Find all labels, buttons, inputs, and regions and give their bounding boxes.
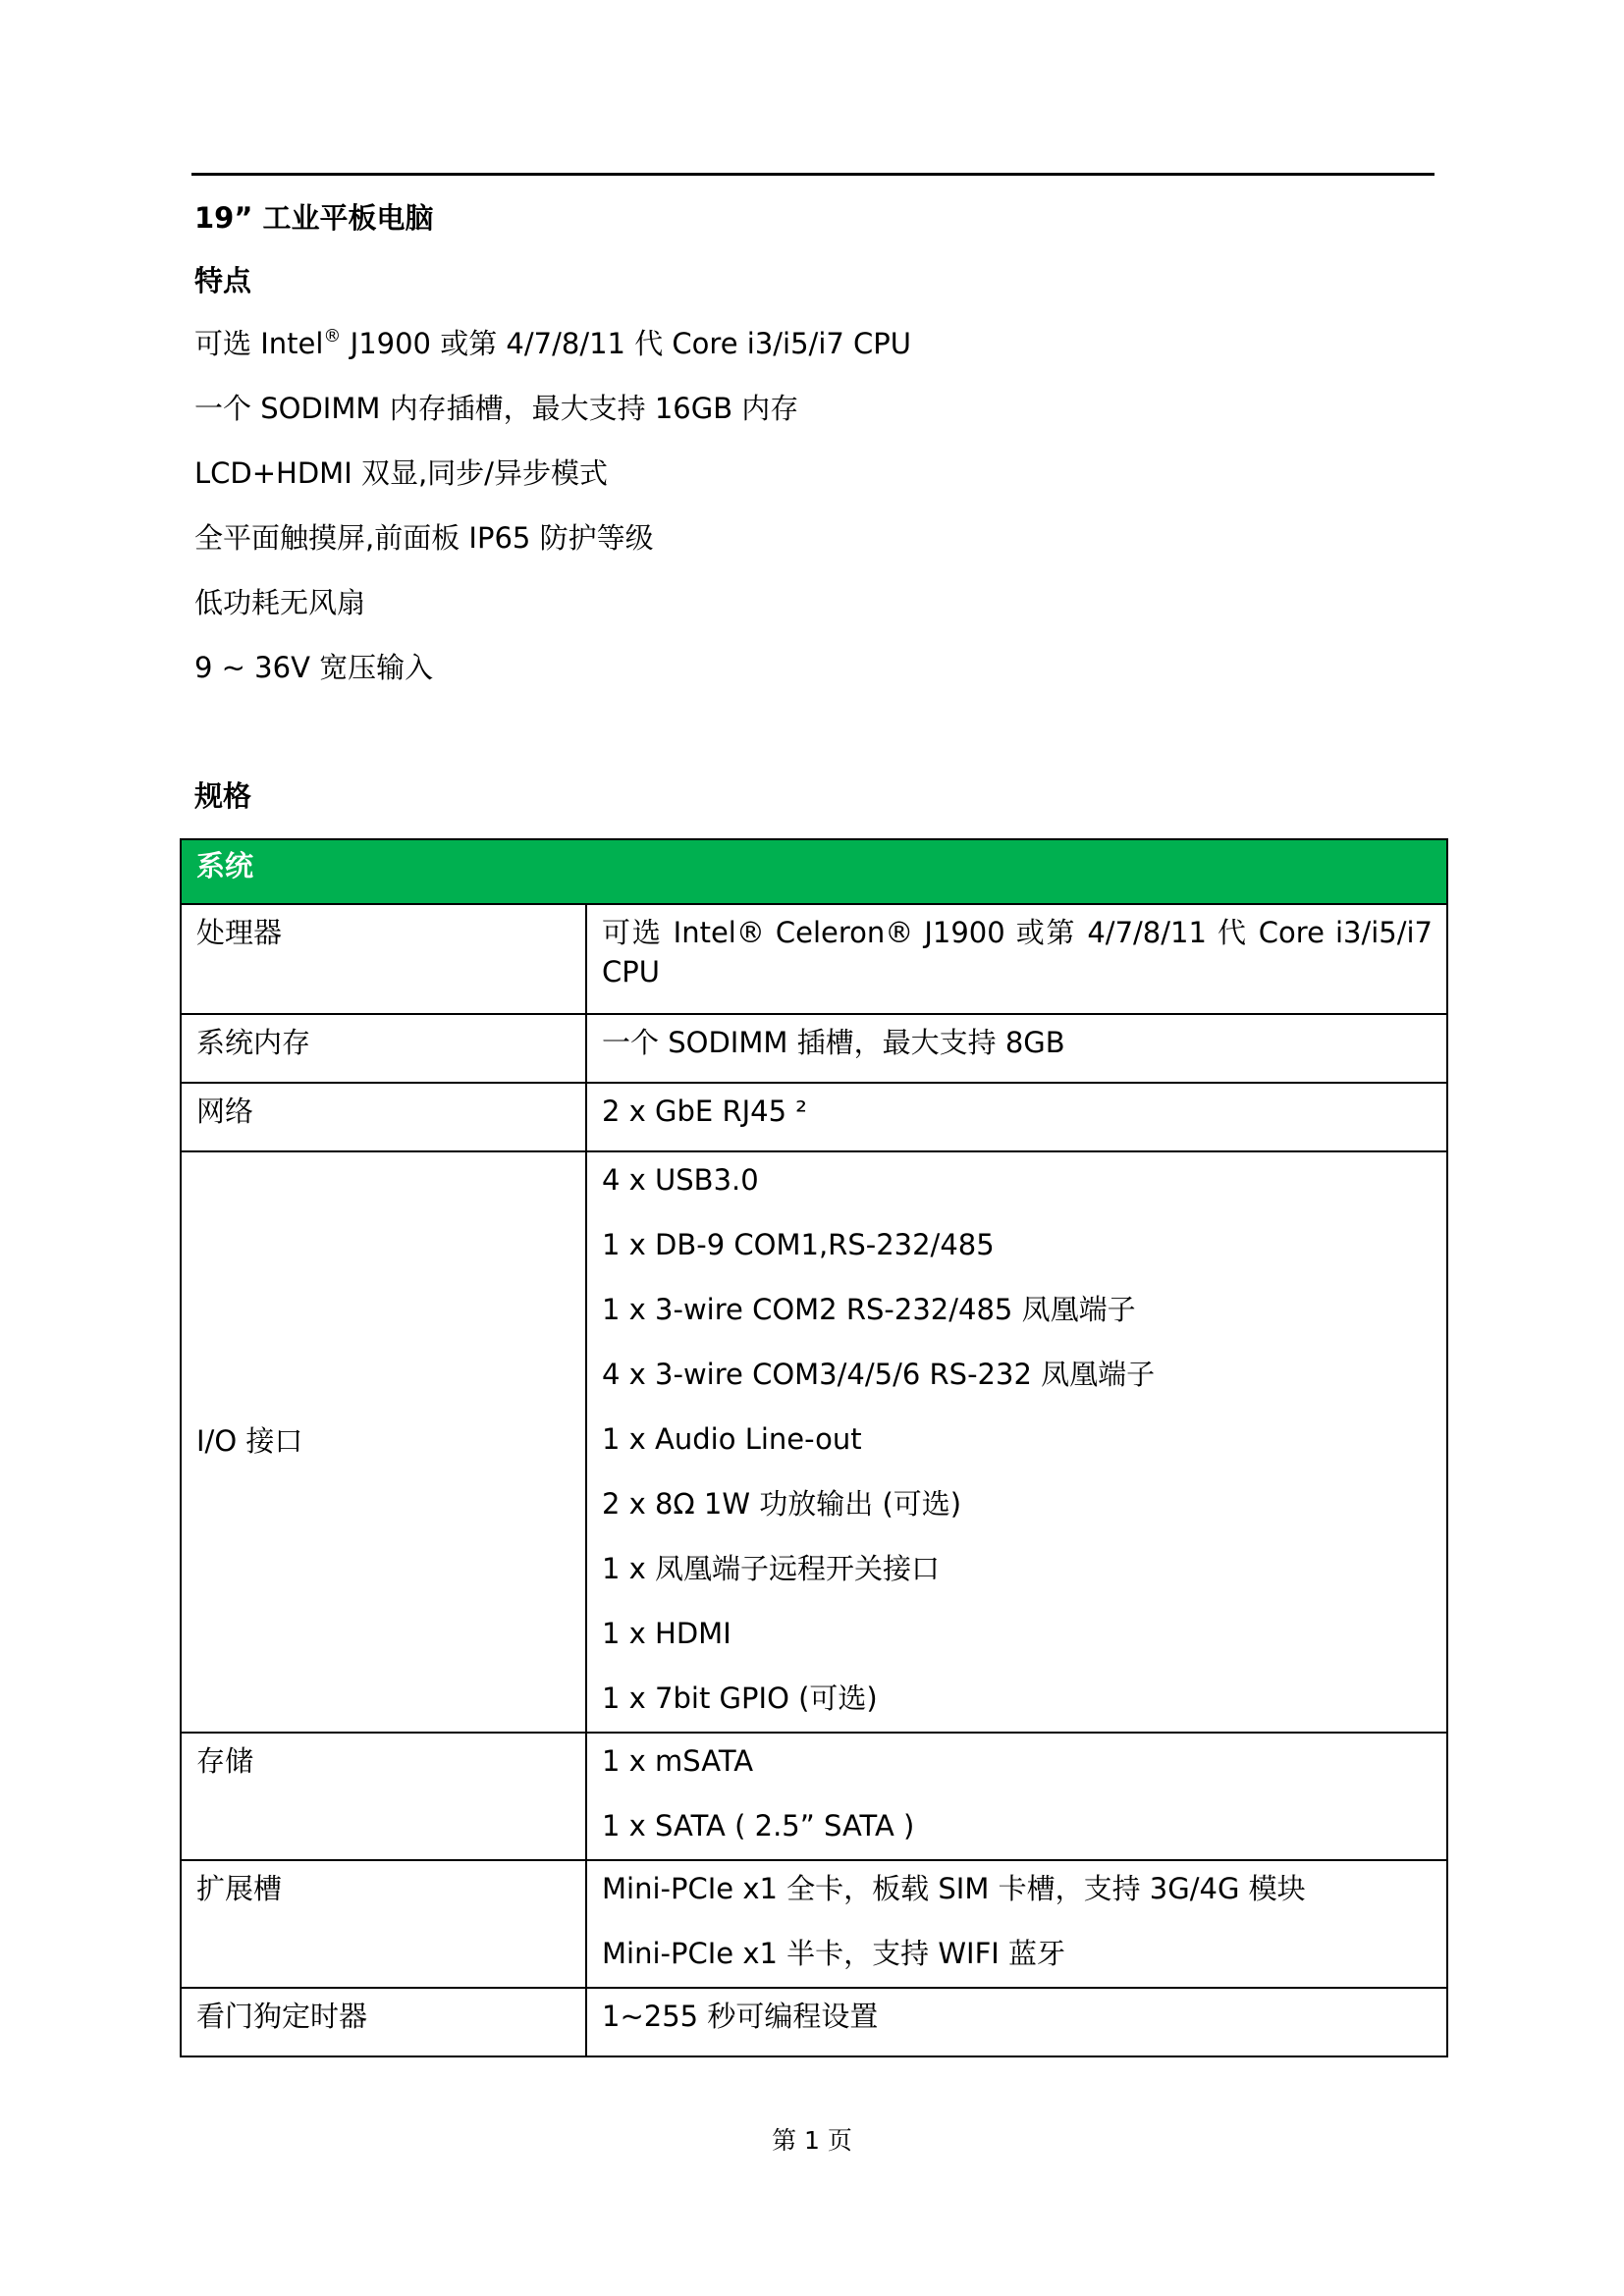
value-line: 2 x 8Ω 1W 功放输出 (可选)	[602, 1487, 962, 1521]
document-title: 19” 工业平板电脑	[194, 201, 434, 235]
row-value	[586, 1733, 1447, 1860]
value-line: 4 x 3-wire COM3/4/5/6 RS-232 凤凰端子	[602, 1358, 1156, 1391]
row-value	[586, 904, 1447, 1014]
header-rule	[191, 173, 1435, 176]
row-value: 2 x GbE RJ45 ²	[586, 1083, 1447, 1151]
table-row-expansion	[181, 1860, 1447, 1988]
value-text: 可选 Intel® Celeron® J1900 或第 4/7/8/11 代 Core i3/i5/i7 CPU	[602, 916, 1434, 988]
value-line: Mini-PCIe x1 半卡，支持 WIFI 蓝牙	[602, 1937, 1066, 1970]
row-label: 系统内存	[181, 1014, 586, 1083]
value-line: Mini-PCIe x1 全卡，板载 SIM 卡槽，支持 3G/4G 模块	[602, 1872, 1306, 1905]
row-label: 网络	[181, 1083, 586, 1151]
feature-item: 低功耗无风扇	[194, 586, 366, 619]
value-line: 1 x SATA ( 2.5” SATA )	[602, 1809, 915, 1842]
table-row-storage	[181, 1733, 1447, 1860]
feature-item: 可选 Intel® J1900 或第 4/7/8/11 代 Core i3/i5/i7 CPU	[194, 326, 912, 360]
feature-item: LCD+HDMI 双显,同步/异步模式	[194, 456, 608, 490]
row-label: 处理器	[181, 904, 586, 1014]
value-line: 1 x DB-9 COM1,RS-232/485	[602, 1228, 995, 1261]
table-row-network	[181, 1083, 1447, 1151]
feature-item: 全平面触摸屏,前面板 IP65 防护等级	[194, 521, 654, 555]
table-group-header-row	[181, 839, 1447, 904]
specs-heading: 规格	[194, 779, 252, 813]
feature-item: 一个 SODIMM 内存插槽，最大支持 16GB 内存	[194, 392, 799, 425]
features-heading: 特点	[194, 264, 252, 297]
row-label: 扩展槽	[181, 1860, 586, 1988]
page-number: 第 1 页	[772, 2126, 852, 2155]
row-value: 1~255 秒可编程设置	[586, 1988, 1447, 2056]
spec-table	[180, 838, 1448, 2057]
value-line: 1 x 3-wire COM2 RS-232/485 凤凰端子	[602, 1293, 1136, 1326]
feature-item: 9 ~ 36V 宽压输入	[194, 651, 434, 684]
value-line: 4 x USB3.0	[602, 1163, 759, 1197]
features-list	[194, 324, 911, 713]
table-row-io	[181, 1151, 1447, 1733]
row-label: 看门狗定时器	[181, 1988, 586, 2056]
row-label: 存储	[181, 1733, 586, 1860]
group-header-system: 系统	[181, 839, 1447, 904]
table-row-watchdog	[181, 1988, 1447, 2056]
value-line: 1 x mSATA	[602, 1744, 754, 1778]
value-line: 1 x HDMI	[602, 1617, 731, 1650]
value-line: 1 x 凤凰端子远程开关接口	[602, 1552, 941, 1585]
row-value	[586, 1860, 1447, 1988]
row-label: I/O 接口	[181, 1151, 586, 1733]
value-line: 1 x 7bit GPIO (可选)	[602, 1682, 878, 1715]
value-line: 1 x Audio Line-out	[602, 1422, 862, 1456]
table-row-memory	[181, 1014, 1447, 1083]
table-row-processor	[181, 904, 1447, 1014]
row-value	[586, 1151, 1447, 1733]
row-value: 一个 SODIMM 插槽，最大支持 8GB	[586, 1014, 1447, 1083]
